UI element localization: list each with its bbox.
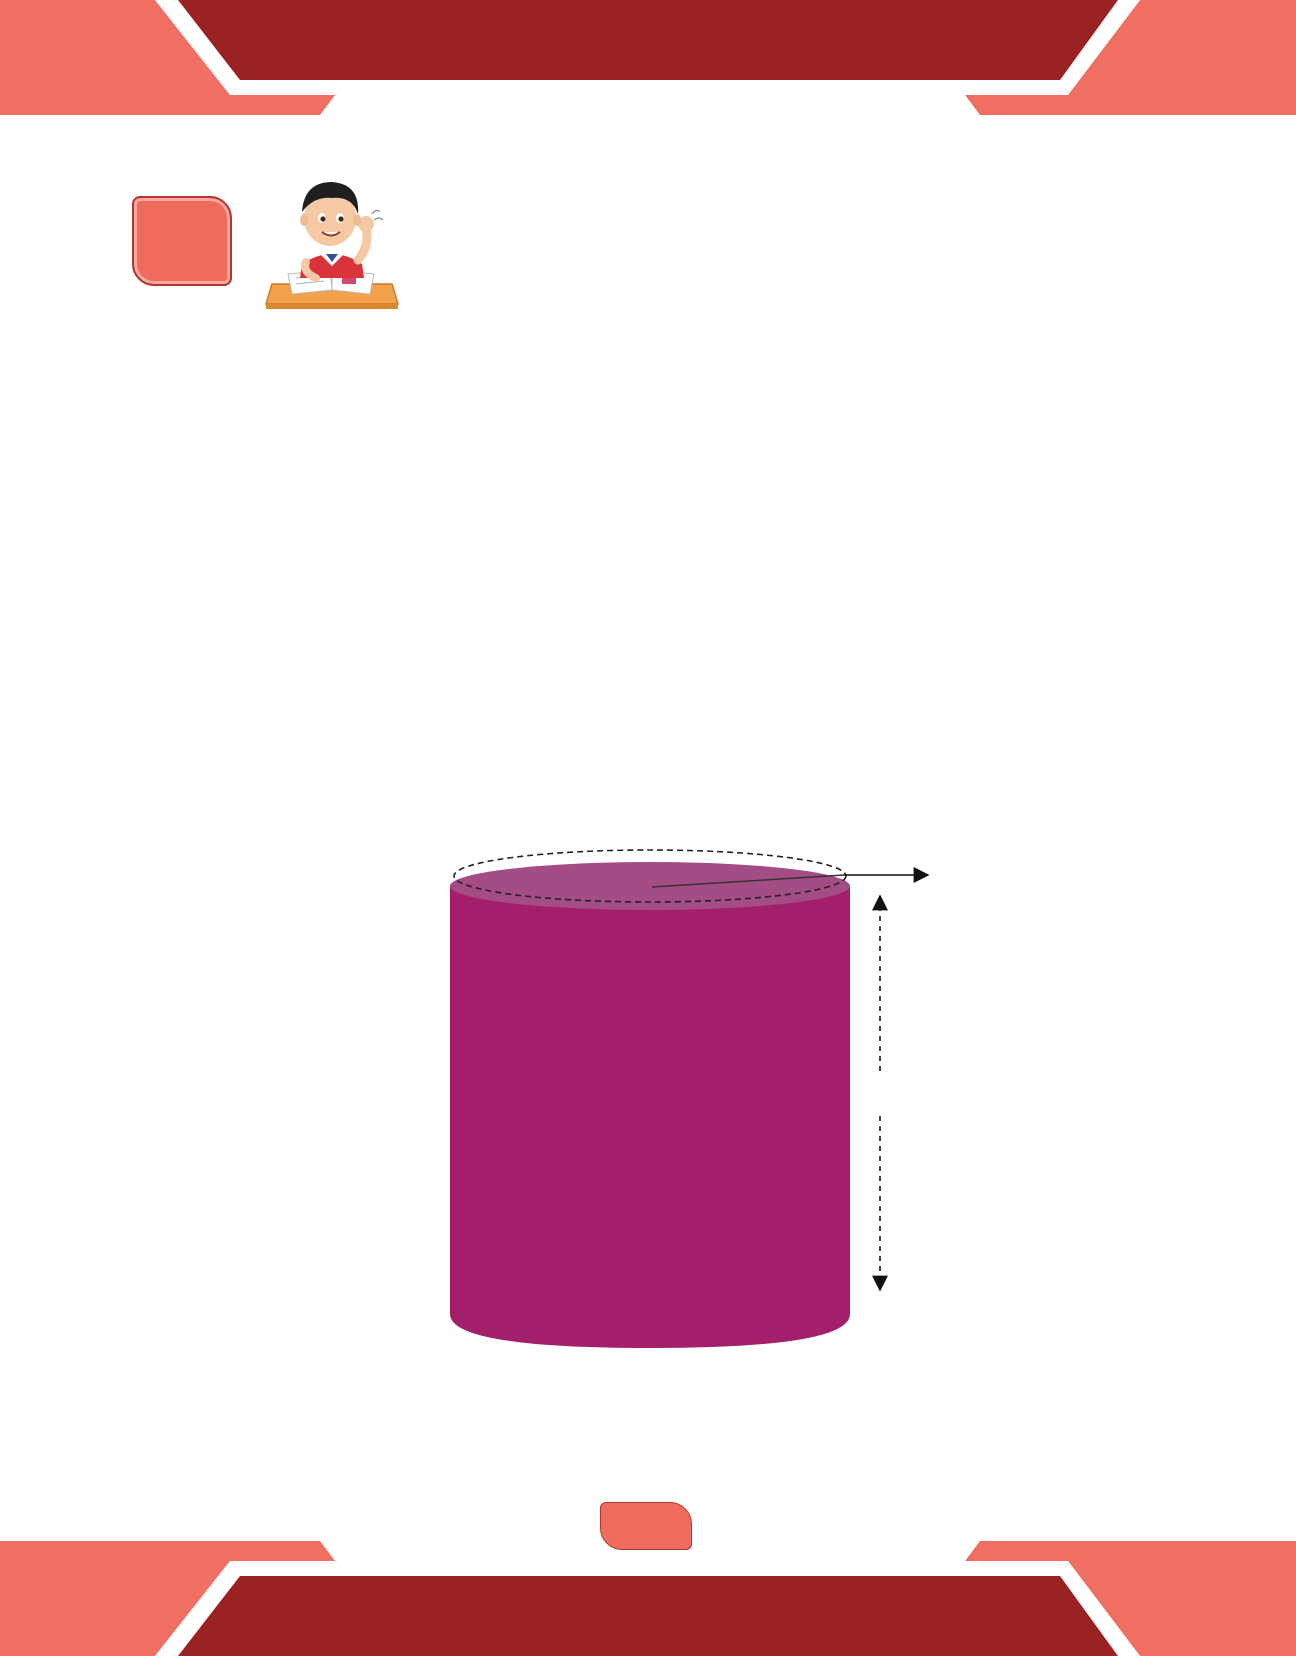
step-item [141, 696, 185, 732]
chapter-number-badge [132, 196, 232, 286]
cylinder-body [450, 886, 850, 1348]
cylinder-figure [430, 840, 950, 1360]
step-item [141, 768, 185, 804]
top-decorative-band [0, 0, 1296, 115]
steps-list [141, 696, 185, 804]
student-mascot-illustration [262, 166, 402, 312]
step-item [141, 732, 185, 768]
bottom-decorative-band [0, 1541, 1296, 1656]
